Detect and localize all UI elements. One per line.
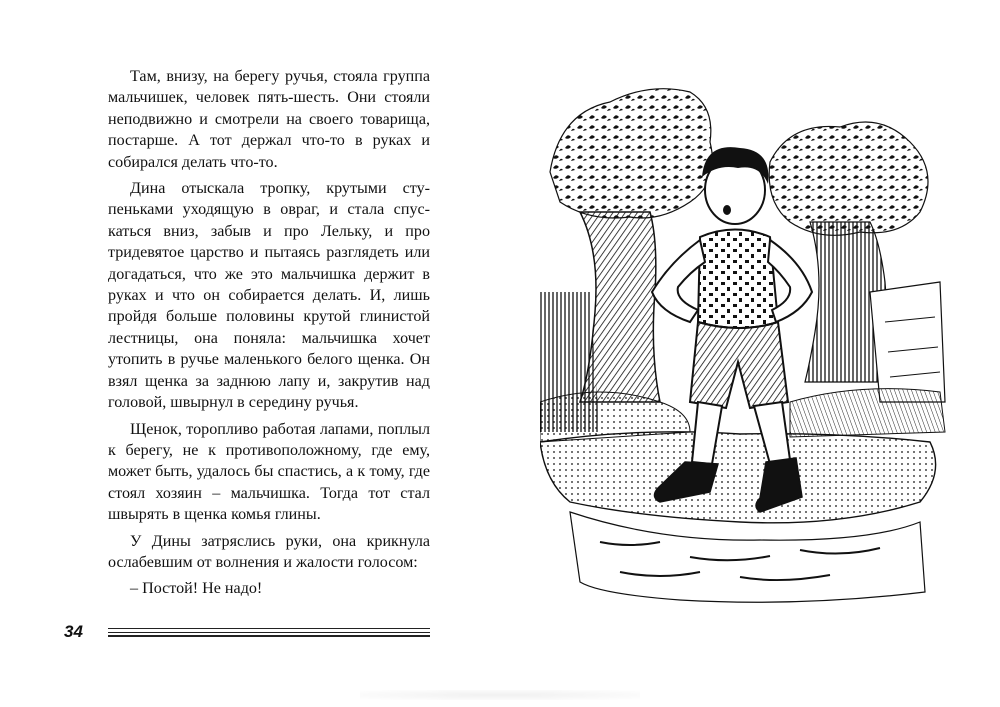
footer-rules [108,628,430,639]
paragraph-2: Дина отыскала тропку, крутыми ступеньками уходящую в овраг, и стала спускаться вниз, забыв и про Лельку, и про тридевятое царство и пытаясь разглядеть или догадаться, что же это мальчишка держит в руках и что он собирается делать. И, лишь пройдя больше половины крутой глинистой лестницы, она поняла: мальчишка хочет утопить в ручье маленького белого щенка. Он взял щенка за заднюю лапу и, закрутив над головой, швырнул в середину ручья. [108,180,430,412]
paragraph-5: – Постой! Не надо! [130,580,263,598]
stream-water [570,512,925,602]
paragraph-1: Там, внизу, на берегу ручья, стояла группа мальчишек, человек пять-шесть. Они стояли неподвижно и смотрели на своего товарища, постарше. А тот держал что-то в руках и собирался делать что-то. [108,68,430,171]
page-fold-shadow [360,690,640,700]
stream-bank [540,432,936,523]
page-footer [64,622,430,646]
footer-rule [108,632,430,633]
footer-rule [108,628,430,629]
page-number: 34 [64,622,83,641]
illustration-boy-by-stream [540,72,950,610]
paragraph-4: У Дины затряслись руки, она крикнула ослабевшим от волнения и жалости голосом: [108,532,430,571]
text-column [108,66,430,605]
footer-rule [108,635,430,636]
paragraph-3: Щенок, торопливо работая лапами, поплыл к берегу, не к противоположному, где ему, может быть, удалось бы спастись, а к тому, где стоял хозяин – мальчишка. Тогда тот стал швырять в щенка комья глины. [108,420,430,524]
